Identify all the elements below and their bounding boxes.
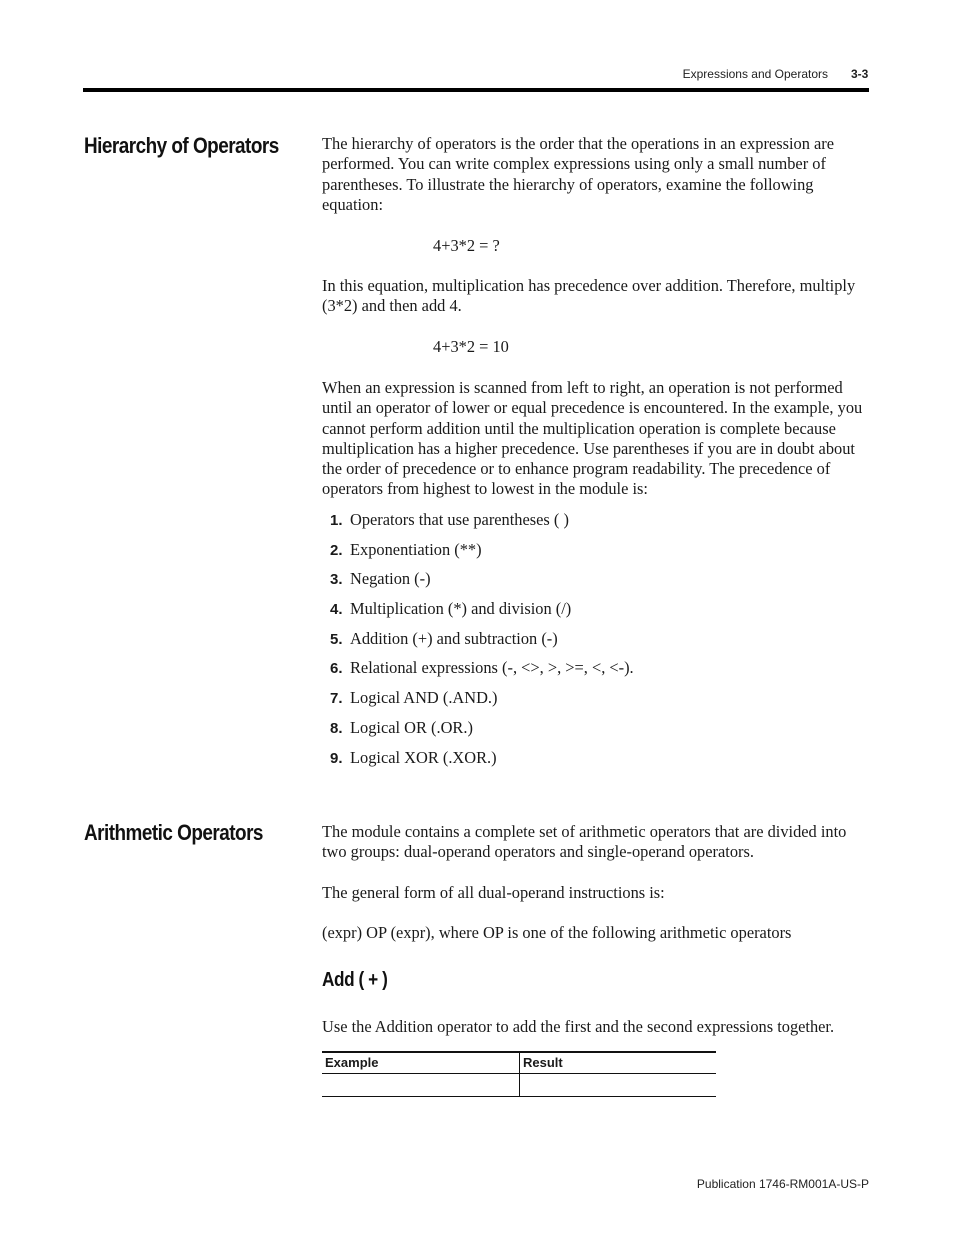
list-item: 2. Exponentiation (**) [330,539,482,559]
publication-footer: Publication 1746-RM001A-US-P [696,1177,869,1191]
header-rule [83,88,869,92]
equation-answer: 4+3*2 = 10 [433,337,509,356]
column-header-example: Example [322,1052,520,1074]
list-item: 8. Logical OR (.OR.) [330,717,473,737]
add-example-table [322,1051,716,1097]
list-item: 5. Addition (+) and subtraction (-) [330,628,558,648]
precedence-explanation-paragraph: In this equation, multiplication has precedence over addition. Therefore, multiply (3*2) and then add 4. [322,276,856,316]
scan-order-paragraph: When an expression is scanned from left to right, an operation is not performed until an operator of lower or equal precedence is encountered. In the example, you cannot perform addition until the multiplication operation is complete because multiplication has a higher precedence. Use parentheses if you are in doubt about the order of precedence or to enhance program readability. The precedence of operators from highest to lowest in the module is: [322,378,863,499]
list-item: 7. Logical AND (.AND.) [330,688,498,708]
list-item: 1. Operators that use parentheses ( ) [330,510,569,529]
column-header-result: Result [520,1052,717,1074]
list-item: 3. Negation (-) [330,569,431,589]
table-cell [322,1074,520,1097]
hierarchy-intro-paragraph: The hierarchy of operators is the order that the operations in an expression are performed. You can write complex expressions using only a small number of parentheses. To illustrate the hierarchy of operators, examine the following equation: [322,134,835,214]
page-number: 3-3 [851,67,869,81]
precedence-list [330,510,634,777]
equation-question: 4+3*2 = ? [433,236,500,255]
running-header-section: Expressions and Operators [682,67,828,81]
table-cell [520,1074,717,1097]
list-item: 6. Relational expressions (-, <>, >, >=, <, <-). [330,658,634,678]
list-item: 9. Logical XOR (.XOR.) [330,747,497,767]
table-row [322,1074,716,1097]
heading-arithmetic-operators: Arithmetic Operators [84,820,263,845]
subheading-add: Add ( + ) [322,969,388,991]
expression-form-paragraph: (expr) OP (expr), where OP is one of the following arithmetic operators [322,923,792,942]
table-header-row [322,1052,716,1074]
list-item: 4. Multiplication (*) and division (/) [330,599,572,619]
arithmetic-intro-paragraph: The module contains a complete set of arithmetic operators that are divided into two groups: dual-operand operators and single-operand operators. [322,822,847,862]
add-description-paragraph: Use the Addition operator to add the first and the second expressions together. [322,1017,835,1036]
general-form-paragraph: The general form of all dual-operand instructions is: [322,883,665,902]
heading-hierarchy-of-operators: Hierarchy of Operators [84,133,279,158]
